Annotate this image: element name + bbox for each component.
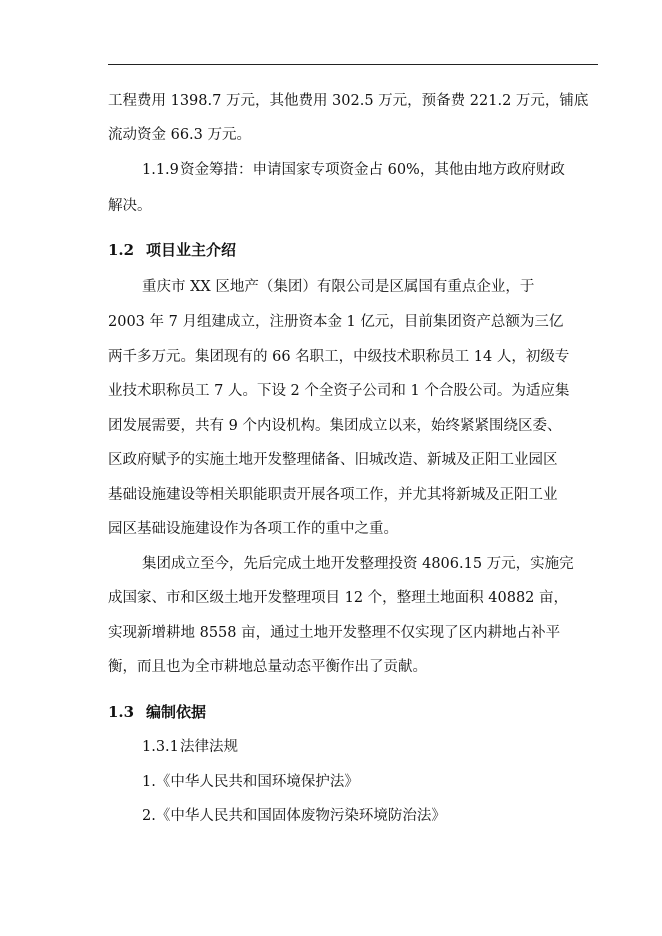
text-line: 业技术职称员工 7 人。下设 2 个全资子公司和 1 个合股公司。为适应集 [108, 383, 570, 399]
text-line: 实现新增耕地 8558 亩，通过土地开发整理不仅实现了区内耕地占补平 [108, 625, 561, 641]
text-line: 流动资金 66.3 万元。 [108, 127, 252, 143]
law-list-item: 1.《中华人民共和国环境保护法》 [142, 774, 359, 790]
text-line: 园区基础设施建设作为各项工作的重中之重。 [108, 521, 398, 537]
text-line: 区政府赋予的实施土地开发整理储备、旧城改造、新城及正阳工业园区 [108, 452, 558, 468]
text-line: 2003 年 7 月组建成立，注册资本金 1 亿元，目前集团资产总额为三亿 [108, 314, 564, 330]
section-number: 1.2 [108, 241, 135, 259]
subsection-number: 1.1.9 [142, 162, 179, 178]
section-heading-1-3 [108, 700, 608, 724]
subsection-1-3-1 [142, 735, 642, 759]
text-line: 衡，而且也为全市耕地总量动态平衡作出了贡献。 [108, 659, 427, 675]
text-line: 解决。 [108, 198, 152, 214]
text-line: 基础设施建设等相关职能职责开展各项工作，并尤其将新城及正阳工业 [108, 487, 558, 503]
section-number: 1.3 [108, 703, 135, 721]
section-title: 项目业主介绍 [146, 241, 237, 259]
header-rule [108, 64, 598, 65]
text-line: 重庆市 XX 区地产（集团）有限公司是区属国有重点企业，于 [142, 279, 535, 295]
section-heading-1-2 [108, 238, 608, 262]
subsection-1-1-9 [142, 158, 642, 182]
text-line: 集团成立至今，先后完成土地开发整理投资 4806.15 万元，实施完 [142, 556, 574, 572]
text-line: 团发展需要，共有 9 个内设机构。集团成立以来，始终紧紧围绕区委、 [108, 418, 562, 434]
section-title: 编制依据 [146, 703, 207, 721]
text-line: 两千多万元。集团现有的 66 名职工，中级技术职称员工 14 人，初级专 [108, 349, 570, 365]
text-line: 资金筹措：申请国家专项资金占 60%，其他由地方政府财政 [180, 162, 565, 178]
law-list-item: 2.《中华人民共和国固体废物污染环境防治法》 [142, 808, 446, 824]
text-line: 工程费用 1398.7 万元，其他费用 302.5 万元，预备费 221.2 万元，铺底 [108, 93, 589, 109]
subsection-number: 1.3.1 [142, 739, 179, 755]
subsection-title: 法律法规 [180, 739, 238, 755]
text-line: 成国家、市和区级土地开发整理项目 12 个，整理土地面积 40882 亩， [108, 590, 569, 606]
